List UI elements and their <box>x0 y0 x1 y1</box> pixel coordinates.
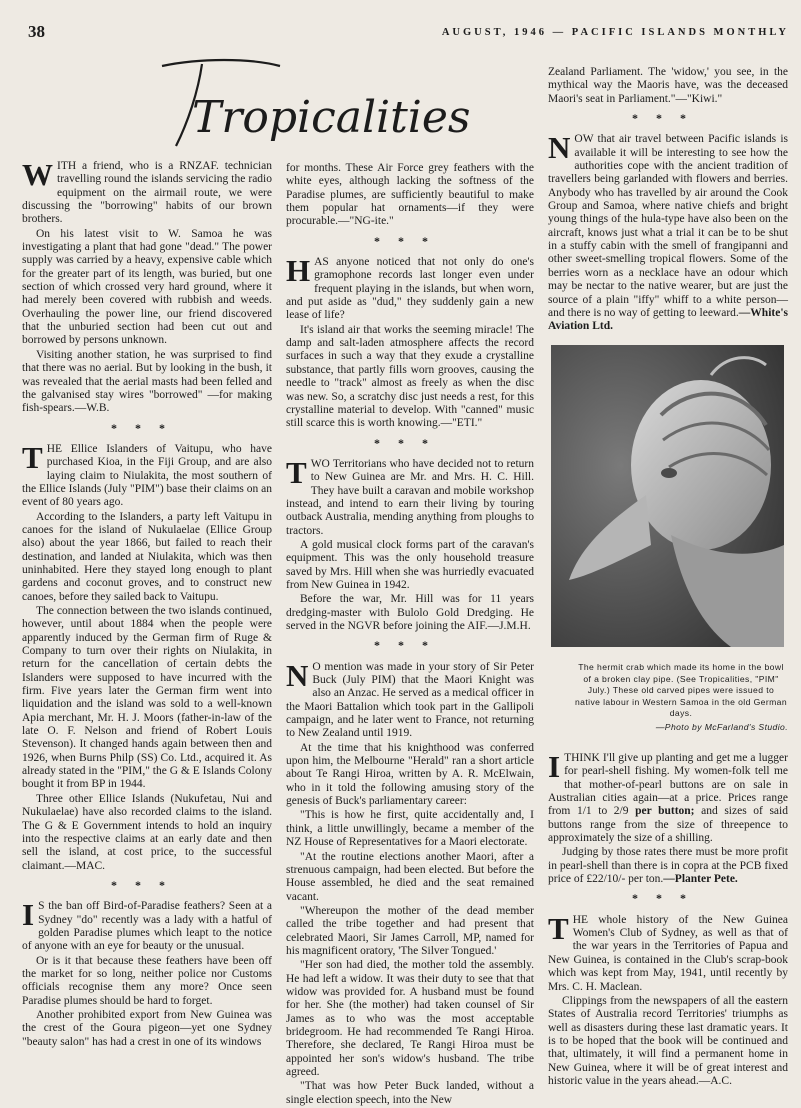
paragraph: Zealand Parliament. The 'widow,' you see, in the mythical way the Maoris have, was the deceased Maori's seat in Parliament."—"Kiwi." <box>548 66 788 105</box>
page-number: 38 <box>28 22 45 41</box>
paragraph: Before the war, Mr. Hill was for 11 years dredging-master with Bulolo Gold Dredging. He served in the NGVR before joining the AIF.—J.M.H. <box>286 593 534 632</box>
paragraph: I S the ban off Bird-of-Paradise feathers? Seen at a Sydney "do" recently was a lady with a hatful of golden Paradise plumes which leapt to the notice of anyone with an eye for beauty or the unusual. <box>22 897 272 953</box>
paragraph: HAS anyone noticed that not only do one's gramophone records last longer even under frequent playing in the islands, but when worn, and put aside as "dud," they suddenly gain a new lease of life? <box>286 253 534 322</box>
paragraph: Clippings from the newspapers of all the eastern States of Australia record Territories' triumphs as well as disasters during these last dramatic years. It is to be hoped that the book will be continued and that, ultimately, it will find a permanent home in New Guinea, where it will be of great interest and historic value in the years ahead.—A.C. <box>548 994 788 1087</box>
asterisk-divider-icon: *** <box>632 891 704 906</box>
title-text: Tropicalities <box>192 92 471 143</box>
paragraph: "That was how Peter Buck landed, without a single election speech, into the New <box>286 1080 534 1106</box>
drop-cap: N <box>548 130 571 166</box>
asterisk-divider-icon: *** <box>374 233 446 248</box>
column-1 <box>22 157 272 1050</box>
drop-cap: H <box>286 253 311 289</box>
paragraph: At the time that his knighthood was conferred upon him, the Melbourne "Herald" ran a short article about Te Rangi Hiroa, written by A. R. McElwain, who in it told the following amusing story of the genesis of Buck's parliamentary career: <box>286 741 534 808</box>
paragraph: Or is it that because these feathers have been off the market for so long, neither police nor Customs officials recognise them any more? Once seen Paradise plumes should be hard to forget. <box>22 954 272 1007</box>
paragraph: Another prohibited export from New Guinea was the crest of the Goura pigeon—yet one Sydney "beauty salon" has had a crest in one of its windows <box>22 1008 272 1048</box>
paragraph: It's island air that works the seeming miracle! The damp and salt-laden atmosphere affects the record surfaces in such a way that they exude a crystalline substance, that partly fills worn grooves, causing the needle to "track" almost as freely as when the disc was new. So, a scratchy disc just needs a rest, for this crystalline material to develop. With "canned" music still scarce this is worth knowing.—"ETI." <box>286 323 534 430</box>
paragraph: TWO Territorians who have decided not to return to New Guinea are Mr. and Mrs. H. C. Hill. They have built a caravan and mobile workshop instead, and intend to earn their living by touring outback Australia, mending anything from ploughs to tractors. <box>286 454 534 537</box>
drop-cap: T <box>286 454 307 490</box>
asterisk-divider-icon: *** <box>374 435 446 450</box>
photo-caption <box>574 662 788 733</box>
paragraph: "Whereupon the mother of the dead member called the tribe together and had present that celebrated Maori, Sir James Carroll, MP, named for his magnificent oratory, 'The Silver Tongued.' <box>286 904 534 957</box>
paragraph: for months. These Air Force grey feathers with the white eyes, although lacking the softness of the Paradise plumes, are sufficiently beautiful to make them popular hat ornaments—if they were procurable.—"NG-ite." <box>286 162 534 228</box>
paragraph: "This is how he first, quite accidentally and, I think, a little unwillingly, became a member of the NZ House of Representatives for a Maori electorate. <box>286 809 534 849</box>
column-3-top <box>548 66 788 335</box>
drop-cap: T <box>22 439 43 475</box>
photo-credit: —Photo by McFarland's Studio. <box>655 721 788 732</box>
asterisk-divider-icon: *** <box>111 420 183 435</box>
asterisk-divider-icon: *** <box>111 877 183 892</box>
drop-cap: T <box>548 910 569 946</box>
paragraph: "Her son had died, the mother told the assembly. He had left a widow. It was their duty to see that that widow was provided for. A husband must be found for her. She (the mother) had taken counsel of Sir James as to who was the most acceptable bridegroom. He had recommended Te Rangi Hiroa. Therefore, she declared, Te Rangi Hiroa must be appointed her son's widow's husband. The tribe agreed. <box>286 959 534 1078</box>
paragraph: "At the routine elections another Maori, after a strenuous campaign, had been elected. But before the House assembled, he died and the seat remained vacant. <box>286 850 534 903</box>
paragraph: A gold musical clock forms part of the caravan's equipment. This was the only household treasure saved by Mrs. Hill when she was hurriedly evacuated from New Guinea in 1942. <box>286 538 534 591</box>
paragraph: WITH a friend, who is a RNZAF. technician travelling round the islands servicing the radio equipment on the airmail route, we were discussing the "borrowing" habits of our brown brothers. <box>22 157 272 226</box>
paragraph: THE whole history of the New Guinea Women's Club of Sydney, as well as that of the war years in the Territories of Papua and New Guinea, is contained in the Club's scrap-book which was kept from May, 1941, until recently by Mrs. C. H. Maclean. <box>548 910 788 993</box>
signature: —Planter Pete. <box>663 873 738 886</box>
column-2 <box>286 162 534 1108</box>
paragraph: Judging by those rates there must be more profit in pearl-shell than there is in copra at the PCB fixed price of £22/10/- per ton.—Planter Pete. <box>548 846 788 886</box>
drop-cap: I <box>22 897 35 933</box>
running-head: AUGUST, 1946 — PACIFIC ISLANDS MONTHLY <box>441 27 789 38</box>
paragraph: THE Ellice Islanders of Vaitupu, who have purchased Kioa, in the Fiji Group, and are also laying claim to Niulakita, the most southern of the Ellice Islands (July "PIM") base their claims on an event of 80 years ago. <box>22 439 272 509</box>
paragraph: NOW that air travel between Pacific islands is available it will be interesting to see how the authorities cope with the ancient tradition of travellers being garlanded with flowers and berries. Anybody who has travelled by air around the Cook Group and Samoa, where native chiefs and bright young things of the hula-type have also been on the aircraft, knows just what a trial it can be to be shut in a stuffy cabin with the smell of frangipanni and other sweet-smelling tropical flowers. Some of the berries worn as a necklace have an odour which may be nectar to the native wearer, but are just the source of a plain "iffy" whiff to a white person—and there is no way of getting to leeward.—White's Aviation Ltd. <box>548 130 788 333</box>
drop-cap: W <box>22 157 53 192</box>
signature: —White's Aviation Ltd. <box>548 306 788 333</box>
paragraph: N O mention was made in your story of Sir Peter Buck (July PIM) that the Maori Knight was also an Anzac. He served as a medical officer in the Maori Battalion which took part in the Gallipoli campaign, and he later went to France, not returning to New Zealand until 1919. <box>286 657 534 740</box>
column-3-bottom <box>548 749 788 1089</box>
title-script <box>140 52 471 152</box>
caption-text: The hermit crab which made its home in the bowl of a broken clay pipe. (See Tropicalities, "PIM" July.) These old carved pipes were issued to native labour in Western Samoa in the old German days. <box>574 662 788 718</box>
photo-illustration <box>551 345 784 647</box>
drop-cap: N <box>286 657 309 693</box>
asterisk-divider-icon: *** <box>632 111 704 126</box>
paragraph: According to the Islanders, a party left Vaitupu in canoes for the island of Nukulaelae (Ellice Group also) about the year 1866, but failed to reach their destination, and landed at Niulakita, which was then uninhabited. Here they stayed long enough to plant gardens and coconut groves, and to construct new canoes, before they sailed back to Vaitupu. <box>22 510 272 603</box>
paragraph: The connection between the two islands continued, however, until about 1884 when the people were apparently induced by the German firm of Ruge & Company to turn over their rights on Niulakita, in return for the cancellation of certain debts the Islanders were supposed to have incurred with the firm. Five years later the German firm went into liquidation and the island was sold to a well-known Apia merchant, Mr. H. J. Moors (father-in-law of the late O. F. Nelson and friend of Robert Louis Stevenson). It changed hands again between then and 1926, when Burns Philp (SS) Co. Ltd., acquired it. As already stated in the "PIM," the G & E Islands Colony bought it from BP in 1944. <box>22 605 272 791</box>
asterisk-divider-icon: *** <box>374 638 446 653</box>
paragraph: Visiting another station, he was surprised to find that there was no aerial. But by looking in the bush, it was revealed that the aerial masts had been felled and the galvanised stay wires "borrowed" —for making fish-spears.—W.B. <box>22 348 272 415</box>
paragraph: I THINK I'll give up planting and get me a lugger for pearl-shell fishing. My women-folk tell me that mother-of-pearl buttons are on sale in Australian cities again—at a price. Prices range from 1/1 to 2/9 per button; and sizes of said buttons range from the size of threepence to approximately the size of a shilling. <box>548 749 788 845</box>
drop-cap: I <box>548 749 561 784</box>
paragraph: On his latest visit to W. Samoa he was investigating a plant that had gone "dead." The power supply was carried by a heavy, expensive cable which for the greater part of its length, was buried, but one section of which crossed very hard ground, where it had merely been covered with rubbish and weeds. Overhauling the power line, our friend discovered that the unburied section had been cut out and borrowed by persons unknown. <box>22 227 272 347</box>
paragraph: Three other Ellice Islands (Nukufetau, Nui and Nukulaelae) have also recorded claims to the island. The G & E Government intends to hold an inquiry into the respective claims at an early date and then sell the island, at cost price, to the successful claimant.—MAC. <box>22 792 272 872</box>
hermit-crab-pipe-photo <box>551 345 784 647</box>
